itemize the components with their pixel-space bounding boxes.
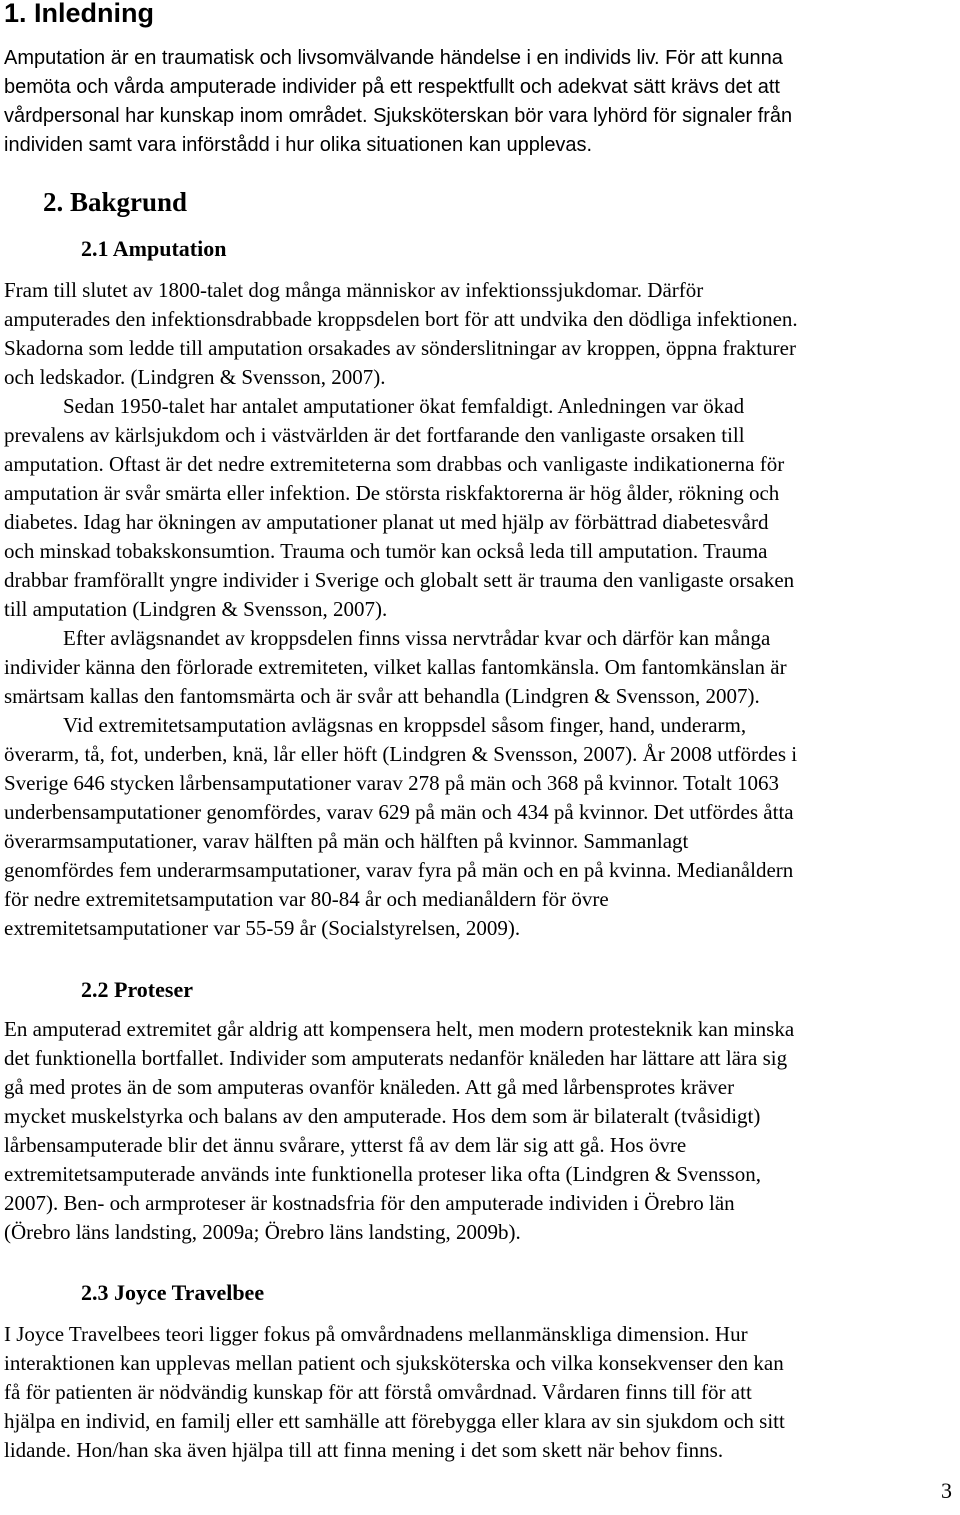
text-line: diabetes. Idag har ökningen av amputationer planat ut med hjälp av förbättrad diabetesvård xyxy=(4,510,769,534)
paragraph-joyce-travelbee xyxy=(4,1320,785,1465)
text-line: Efter avlägsnandet av kroppsdelen finns vissa nervtrådar kvar och därför kan många xyxy=(63,626,771,650)
text-line: gå med protes än de som amputeras ovanför knäleden. Att gå med lårbensprotes kräver xyxy=(4,1075,735,1099)
text-line: överarmsamputationer, varav hälften på män och hälften på kvinnor. Sammanlagt xyxy=(4,829,689,853)
paragraph-amputation xyxy=(4,276,798,943)
text-line: mycket muskelstyrka och balans av den amputerade. Hos dem som är bilateralt (tvåsidigt) xyxy=(4,1104,761,1128)
page-number: 3 xyxy=(941,1478,952,1503)
text-line: genomfördes fem underarmsamputationer, varav fyra på män och en på kvinna. Medianåldern xyxy=(4,858,794,882)
section-heading-bakgrund: 2. Bakgrund xyxy=(43,187,188,217)
text-line: för nedre extremitetsamputation var 80-84 år och medianåldern för övre xyxy=(4,887,609,911)
text-line: amputation är svår smärta eller infektion. De största riskfaktorerna är hög ålder, rökning och xyxy=(4,481,780,505)
text-line: Fram till slutet av 1800-talet dog många människor av infektionssjukdomar. Därför xyxy=(4,278,704,302)
text-line: bemöta och vårda amputerade individer på ett respektfullt och adekvat sätt krävs det att xyxy=(4,76,780,98)
subsection-heading-amputation: 2.1 Amputation xyxy=(81,236,227,261)
text-line: interaktionen kan upplevas mellan patient och sjuksköterska och vilka konsekvenser den kan xyxy=(4,1351,784,1375)
text-line: individen samt vara införstådd i hur olika situationen kan upplevas. xyxy=(4,134,593,156)
text-line: amputation. Oftast är det nedre extremiteterna som drabbas och vanligaste indikationerna för xyxy=(4,452,785,476)
text-line: En amputerad extremitet går aldrig att kompensera helt, men modern protesteknik kan minska xyxy=(4,1017,795,1041)
subsection-heading-proteser: 2.2 Proteser xyxy=(81,977,193,1002)
text-line: I Joyce Travelbees teori ligger fokus på omvårdnadens mellanmänskliga dimension. Hur xyxy=(4,1322,748,1346)
text-line: lidande. Hon/han ska även hjälpa till att finna mening i det som skett när behov finns. xyxy=(4,1438,724,1462)
text-line: extremitetsamputerade används inte funktionella proteser lika ofta (Lindgren & Svensson, xyxy=(4,1162,761,1186)
text-line: överarm, tå, fot, underben, knä, lår eller höft (Lindgren & Svensson, 2007). År 2008 utfördes i xyxy=(4,742,798,766)
text-line: vårdpersonal har kunskap inom området. Sjuksköterskan bör vara lyhörd för signaler från xyxy=(4,105,793,127)
text-line: Sedan 1950-talet har antalet amputationer ökat femfaldigt. Anledningen var ökad xyxy=(63,394,745,418)
text-line: lårbensamputerade blir det ännu svårare, ytterst få av dem lär sig att gå. Hos övre xyxy=(4,1133,687,1157)
text-line: hjälpa en individ, en familj eller ett samhälle att förebygga eller klara av sin sjukdom och sitt xyxy=(4,1409,785,1433)
text-line: och minskad tobakskonsumtion. Trauma och tumör kan också leda till amputation. Trauma xyxy=(4,539,768,563)
text-line: till amputation (Lindgren & Svensson, 2007). xyxy=(4,597,388,621)
text-line: prevalens av kärlsjukdom och i västvärlden är det fortfarande den vanligaste orsaken till xyxy=(4,423,745,447)
text-line: extremitetsamputationer var 55-59 år (Socialstyrelsen, 2009). xyxy=(4,916,521,940)
text-line: få för patienten är nödvändig kunskap för att förstå omvårdnad. Vårdaren finns till för att xyxy=(4,1380,752,1404)
text-line: och ledskador. (Lindgren & Svensson, 2007). xyxy=(4,365,386,389)
subsection-heading-joyce-travelbee: 2.3 Joyce Travelbee xyxy=(81,1280,265,1305)
text-line: amputerades den infektionsdrabbade kroppsdelen bort för att undvika den dödliga infektionen. xyxy=(4,307,798,331)
text-line: drabbar framförallt yngre individer i Sverige och globalt sett är trauma den vanligaste orsaken xyxy=(4,568,795,592)
text-line: Sverige 646 stycken lårbensamputationer varav 278 på män och 368 på kvinnor. Totalt 1063 xyxy=(4,771,779,795)
text-line: Vid extremitetsamputation avlägsnas en kroppsdel såsom finger, hand, underarm, xyxy=(63,713,747,737)
text-line: individer känna den förlorade extremiteten, vilket kallas fantomkänsla. Om fantomkänslan är xyxy=(4,655,787,679)
text-line: det funktionella bortfallet. Individer som amputerats nedanför knäleden har lättare att lära sig xyxy=(4,1046,788,1070)
text-line: (Örebro läns landsting, 2009a; Örebro läns landsting, 2009b). xyxy=(4,1220,521,1244)
paragraph-inledning xyxy=(4,44,792,160)
text-line: smärtsam kallas den fantomsmärta och är svår att behandla (Lindgren & Svensson, 2007). xyxy=(4,684,760,708)
text-line: Skadorna som ledde till amputation orsakades av sönderslitningar av kroppen, öppna frakturer xyxy=(4,336,796,360)
text-line: 2007). Ben- och armproteser är kostnadsfria för den amputerade individen i Örebro län xyxy=(4,1191,735,1215)
section-heading-inledning: 1. Inledning xyxy=(4,0,155,28)
text-line: underbensamputationer genomfördes, varav 629 på män och 434 på kvinnor. Det utfördes åtta xyxy=(4,800,794,824)
text-line: Amputation är en traumatisk och livsomvälvande händelse i en individs liv. För att kunna xyxy=(4,47,783,69)
paragraph-proteser xyxy=(4,1015,794,1247)
